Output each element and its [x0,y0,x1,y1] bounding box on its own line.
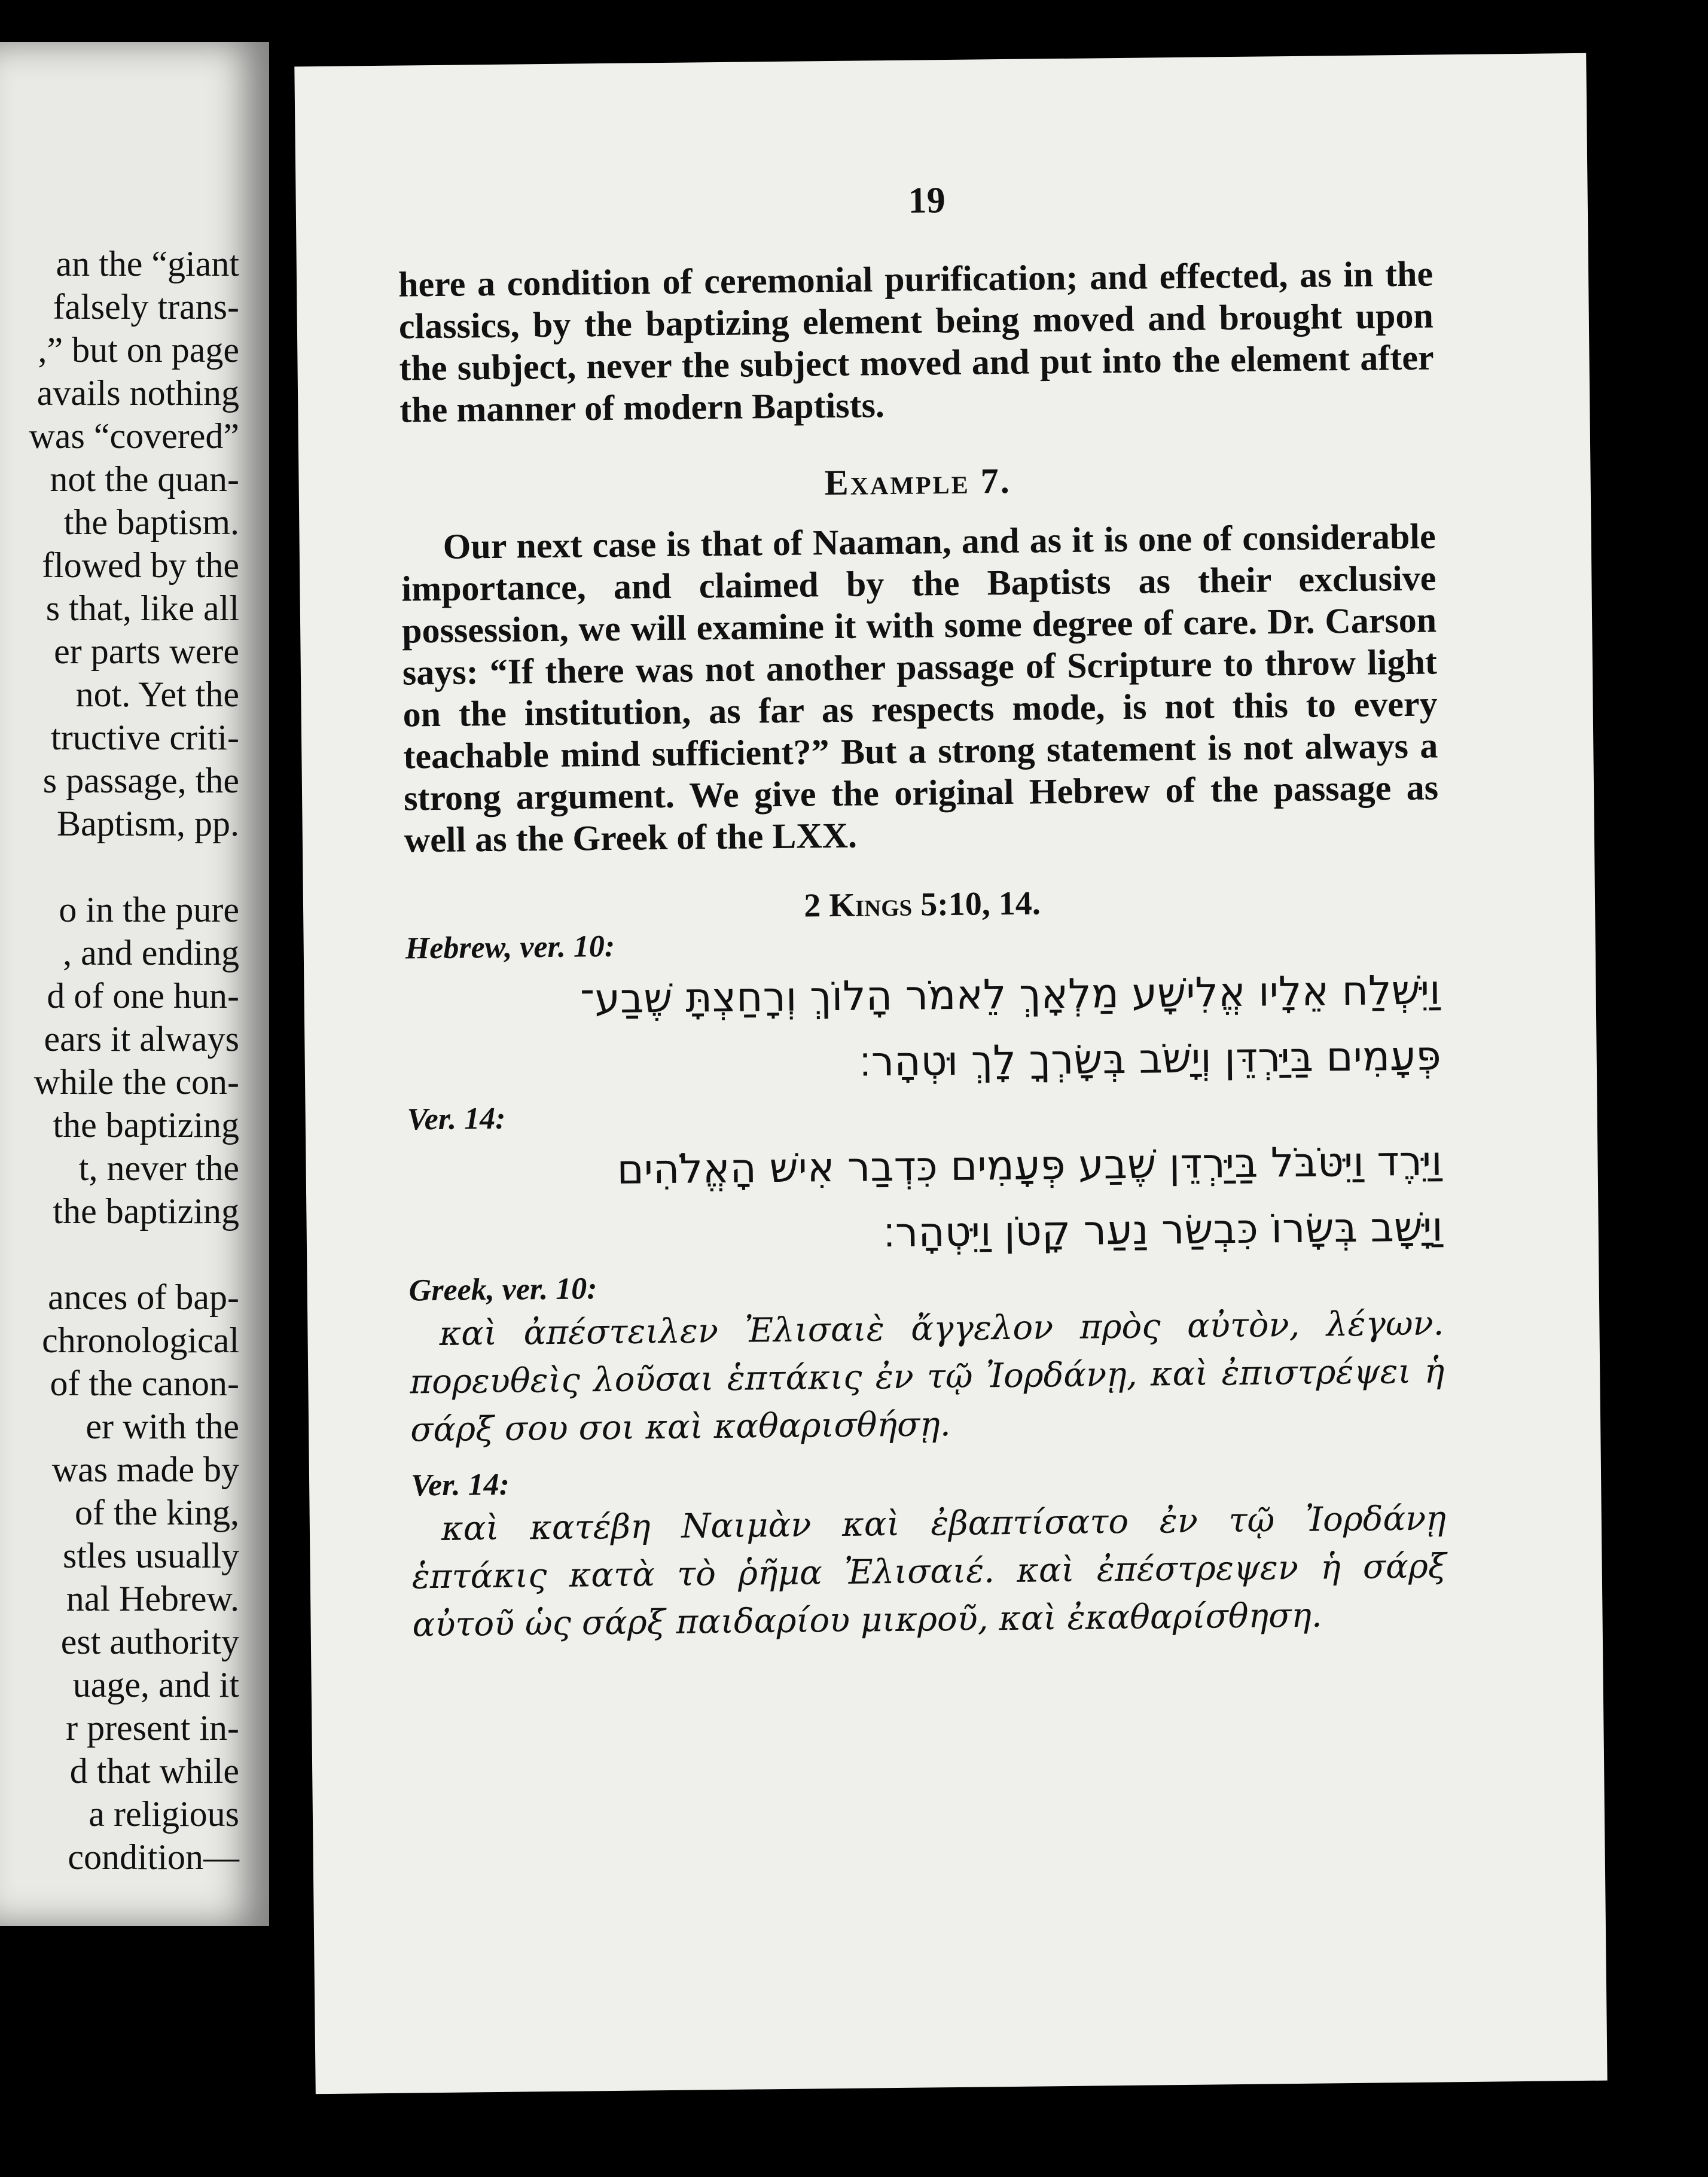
scripture-reference: 2 Kings 5:10, 14. [803,885,1041,925]
previous-page-line: of the canon- [50,1364,239,1403]
previous-page-line: Baptism, pp. [56,804,239,843]
hebrew-verse-14-line-2: וַיָּשָׁב בְּשָׂרוֹ כִּבְשַׂר נַעַר קָטֹן וַיִּטְהָר׃ [883,1203,1444,1257]
previous-page-line: s passage, the [42,761,239,800]
page-content [397,174,1447,1649]
previous-page-line: stles usually [63,1536,239,1575]
previous-page-line: er parts were [54,632,239,671]
previous-page-line: er with the [86,1407,239,1446]
body-paragraph: Our next case is that of Naaman, and as it is one of considerable importance, and claimed by the Baptists as their exclusive possession, we will examine it with some degree of care. Dr. Carson says: “If there was not another passage of Scripture to throw light on the institution, as far as respects mode, is not this to every teachable mind sufficient?” But a strong statement is not always a strong argument. We give the original Hebrew of the passage as well as the Greek of the LXX. [401,516,1439,860]
section-heading: Example 7. [824,461,1011,503]
previous-page-line: ,” but on page [38,330,239,370]
current-page [294,53,1607,2094]
greek-verse-14: καὶ κατέβη Ναιμὰν καὶ ἐβαπτίσατο ἐν τῷ Ἰορδάνῃ ἑπτάκις κατὰ τὸ ῥῆμα Ἐλισαιέ. καὶ ἐπέστρεψεν ἡ σάρξ αὐτοῦ ὡς σάρξ παιδαρίου μικροῦ, καὶ ἐκαθαρίσθηση. [411,1499,1447,1645]
previous-page-line: ances of bap- [48,1277,239,1317]
previous-page-line: flowed by the [42,545,239,585]
previous-page-line: t, never the [78,1148,239,1188]
hebrew-verse-10-line-1: וַיִּשְׁלַח אֵלָיו אֱלִישָׁע מַלְאָךְ לֵאמֹר הָלוֹךְ וְרָחַצְתָּ שֶׁבַע־ [580,966,1441,1023]
previous-page-line: uage, and it [72,1665,239,1705]
previous-page-line: the baptism. [63,502,239,542]
previous-page-line: d that while [69,1751,239,1791]
previous-page-line: an the “giant [56,244,239,283]
previous-page-line: , and ending [63,933,239,972]
previous-page-line: condition— [68,1837,239,1877]
previous-page-line: chronological [42,1321,239,1360]
previous-page-line: ears it always [44,1019,239,1059]
previous-page-line: o in the pure [59,890,239,929]
previous-page-line: while the con- [33,1062,239,1102]
greek-verse-10-label: Greek, ver. 10: [408,1272,597,1308]
greek-verse-14-label: Ver. 14: [410,1467,510,1503]
previous-page-line: avails nothing [36,373,239,413]
page-number: 19 [908,180,946,221]
previous-page-line: est authority [60,1622,239,1661]
previous-page-line: tructive criti- [51,718,239,757]
previous-page-line: s that, like all [45,589,239,628]
previous-page-line: d of one hun- [47,976,239,1016]
hebrew-verse-10-label: Hebrew, ver. 10: [405,929,615,966]
previous-page-line: not. Yet the [75,675,239,714]
previous-page-line: r present in- [66,1708,239,1748]
hebrew-verse-14-line-1: וַיֵּרֶד וַיִּטֹּבֹּל בַּיַּרְדֵּן שֶׁבַע פְּעָמִים כִּדְבַר אִישׁ הָאֱלֹהִים [617,1138,1442,1194]
previous-page-line: was “covered” [29,416,239,456]
opening-paragraph: here a condition of ceremonial purification; and effected, as in the classics, by the baptizing element being moved and brought upon the subject, never the subject moved and put into the element after the manner of modern Baptists. [398,254,1434,430]
previous-page-line: was made by [51,1450,239,1489]
previous-page-line [0,845,239,888]
previous-page-line: falsely trans- [53,287,239,327]
hebrew-verse-10-line-2: פְּעָמִים בַּיַּרְדֵּן וְיָשֹׁב בְּשָׂרְךָ לָךְ וּטְהָר׃ [859,1032,1442,1086]
previous-page-line: the baptizing [53,1105,239,1145]
previous-page-line [0,1233,239,1276]
previous-page-line: nal Hebrew. [66,1579,239,1618]
previous-page-line: of the king, [75,1493,239,1532]
previous-page-line: not the quan- [50,459,239,499]
greek-verse-10: καὶ ἀπέστειλεν Ἐλισαιὲ ἄγγελον πρὸς αὐτὸν, λέγων. πορευθεὶς λοῦσαι ἑπτάκις ἐν τῷ Ἰορδάνῃ, καὶ ἐπιστρέψει ἡ σάρξ σου σοι καὶ καθαρισθήσῃ. [410,1304,1445,1450]
previous-page [0,42,269,1926]
previous-page-line: the baptizing [53,1191,239,1231]
previous-page-line: a religious [89,1794,239,1834]
hebrew-verse-14-label: Ver. 14: [407,1101,506,1137]
previous-page-text [0,242,239,1879]
